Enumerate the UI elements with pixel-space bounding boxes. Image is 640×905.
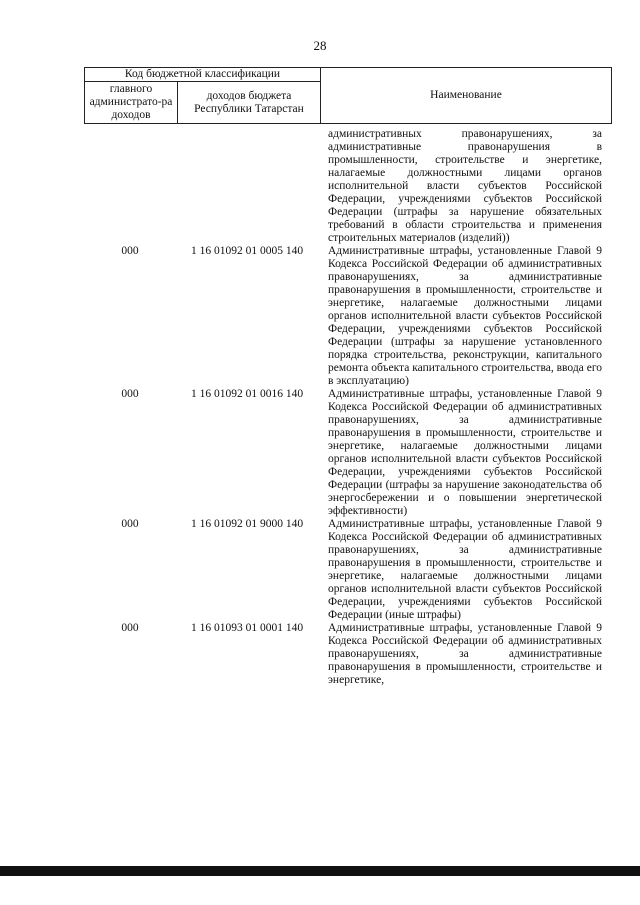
name-cell: Административные штрафы, установленные Главой 9 Кодекса Российской Федерации об административных правонарушениях, за административные правонарушения в промышленности, строительстве и энергетике, налагаемые должностными лицами органов исполнительной власти субъектов Российской Федерации, учреждениями субъектов Российской Федерации (штрафы за нарушение законодательства об энергосбережении и о повышении энергетической эффективности): [328, 388, 602, 517]
admin-column-header: главного администрато-ра доходов: [85, 82, 178, 124]
table-body: [84, 128, 612, 687]
name-cell: административных правонарушениях, за административные правонарушения в промышленности, строительстве и энергетике, налагаемые должностными лицами органов исполнительной власти субъектов Российской Федерации, учреждениями субъектов Российской Федерации (штрафы за нарушение обязательных требований в области строительства и применения строительных материалов (изделий)): [328, 128, 602, 244]
admin-code-cell: 000: [121, 245, 139, 257]
table-row: [84, 388, 612, 518]
income-code-cell: 1 16 01092 01 9000 140: [190, 518, 304, 530]
income-code-cell: 1 16 01092 01 0016 140: [190, 388, 304, 400]
income-column-header: доходов бюджета Республики Татарстан: [178, 82, 321, 124]
name-cell: Административные штрафы, установленные Главой 9 Кодекса Российской Федерации об административных правонарушениях, за административные правонарушения в промышленности, строительстве и энергетике, налагаемые должностными лицами органов исполнительной власти субъектов Российской Федерации, учреждениями субъектов Российской Федерации (иные штрафы): [328, 518, 602, 621]
name-cell: Административные штрафы, установленные Главой 9 Кодекса Российской Федерации об административных правонарушениях, за административные правонарушения в промышленности, строительстве и энергетике,: [328, 622, 602, 686]
name-cell: Административные штрафы, установленные Главой 9 Кодекса Российской Федерации об административных правонарушениях, за административные правонарушения в промышленности, строительстве и энергетике, налагаемые должностными лицами органов исполнительной власти субъектов Российской Федерации, учреждениями субъектов Российской Федерации (штрафы за нарушение установленного порядка строительства, реконструкции, капитального ремонта объекта капитального строительства, ввода его в эксплуатацию): [328, 245, 602, 387]
table-row: [84, 245, 612, 388]
admin-code-cell: 000: [121, 388, 139, 400]
name-column-header: Наименование: [321, 68, 612, 124]
budget-code-header: Код бюджетной классификации: [85, 68, 321, 82]
page-number: 28: [313, 38, 327, 53]
table-row: [84, 518, 612, 622]
admin-code-cell: 000: [121, 622, 139, 634]
income-code-cell: 1 16 01093 01 0001 140: [190, 622, 304, 634]
table-row: [84, 128, 612, 245]
scan-edge-bar: [0, 866, 640, 876]
table-row: [84, 622, 612, 687]
table-header: [84, 67, 612, 124]
income-code-cell: 1 16 01092 01 0005 140: [190, 245, 304, 257]
admin-code-cell: 000: [121, 518, 139, 530]
